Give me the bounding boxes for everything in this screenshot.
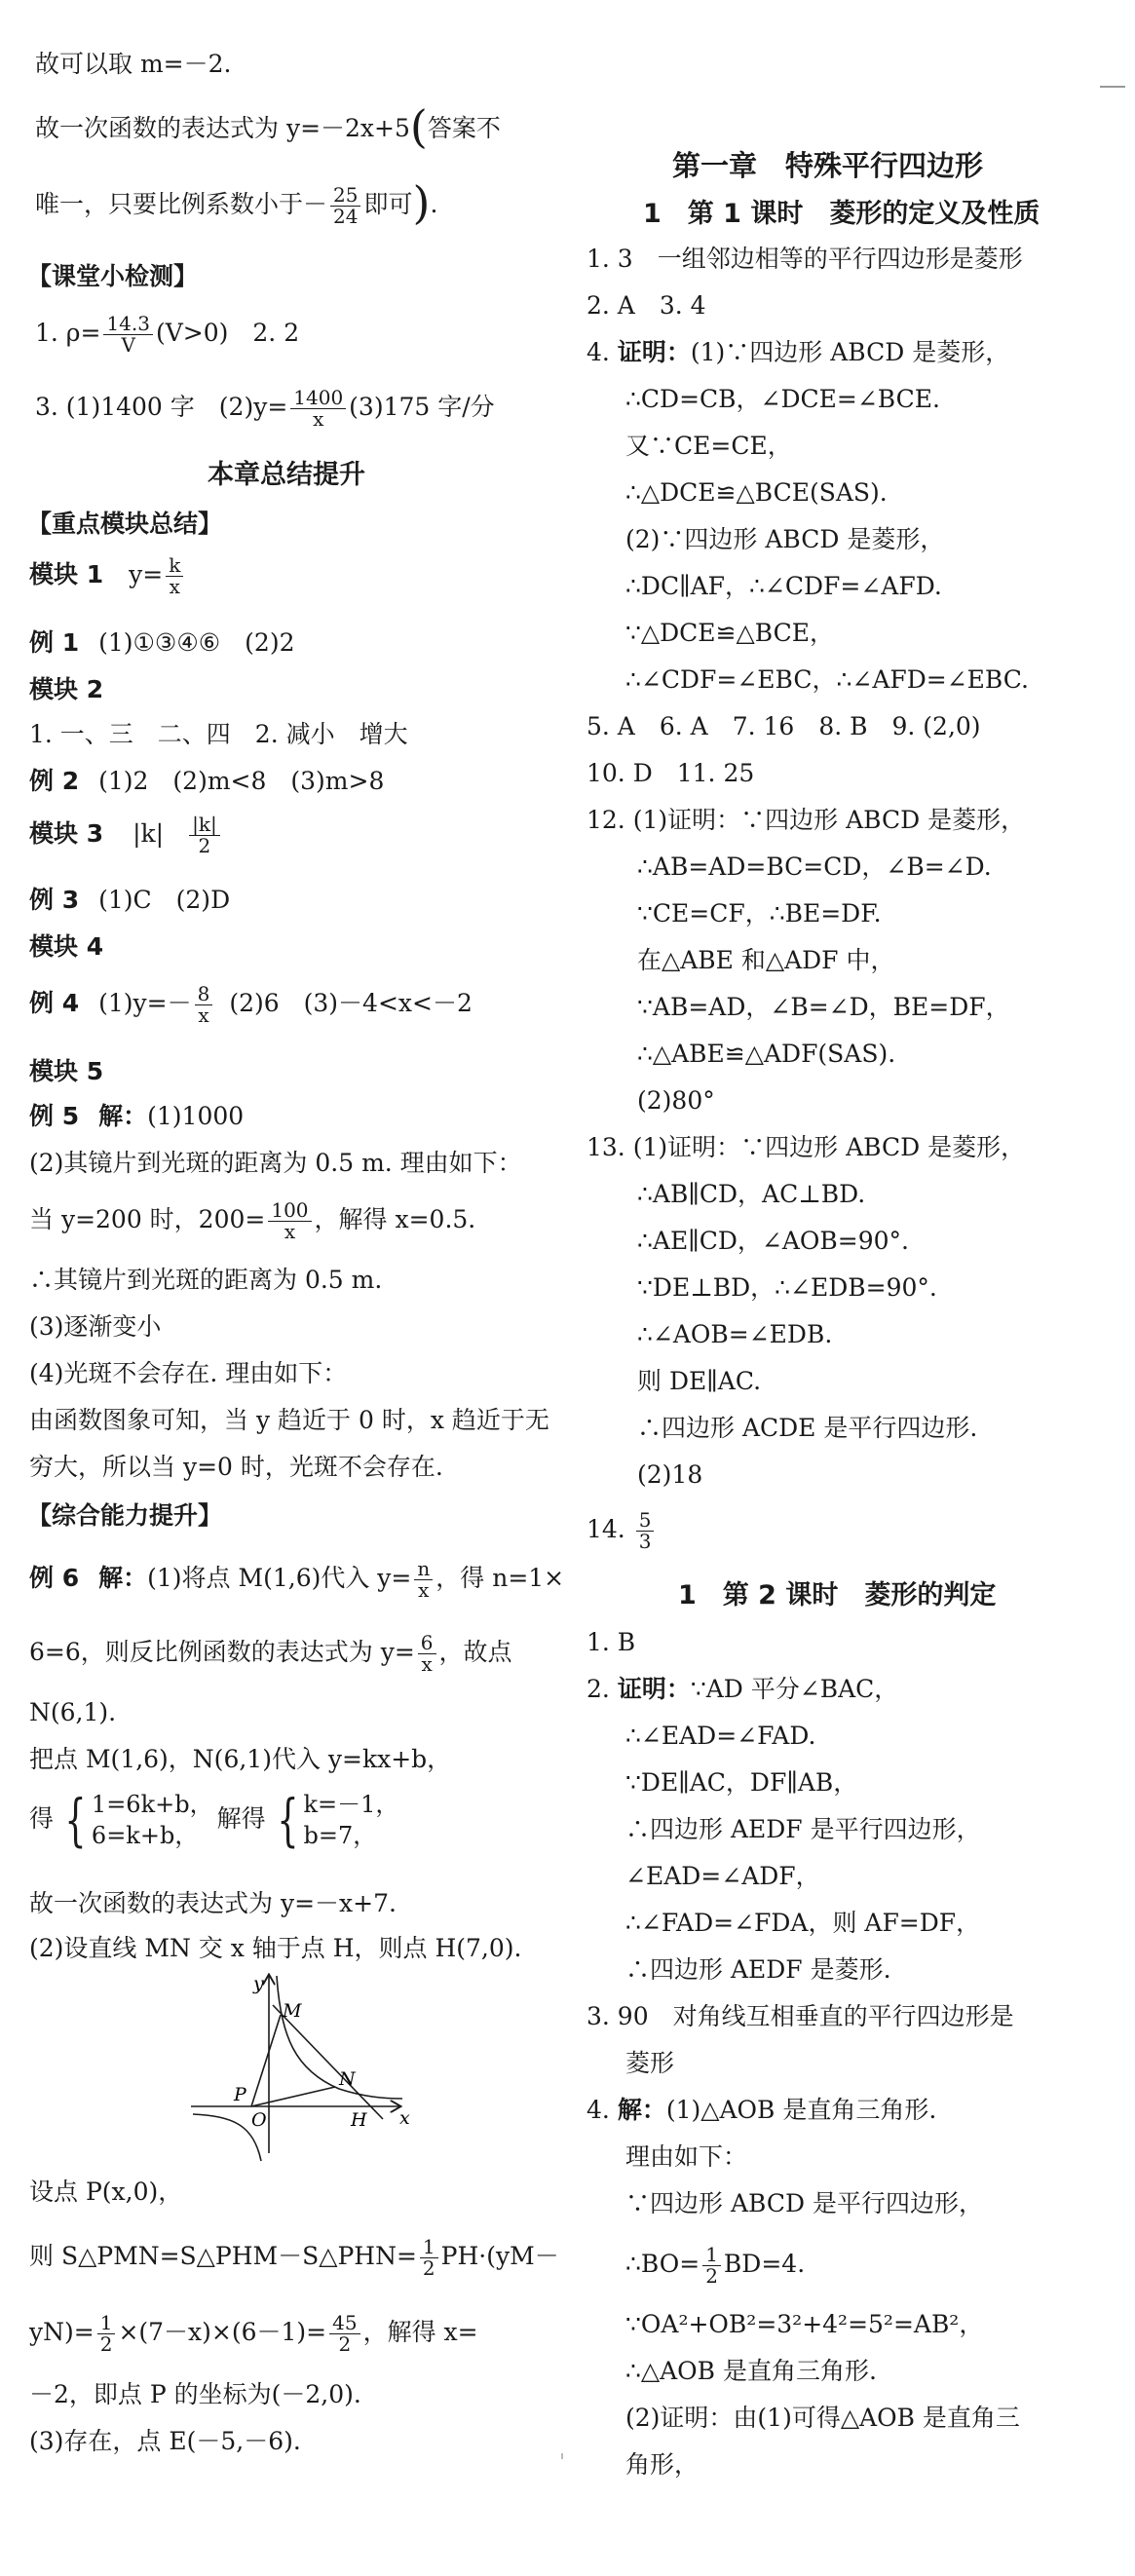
text-line: ∴△ABE≌△ADF(SAS). (637, 1040, 896, 1068)
text-line: ∴∠AOB=∠EDB. (637, 1320, 833, 1348)
fraction: $\frac{45}{2}$ (329, 2313, 359, 2355)
equation-system: { 1=6k+b， 6=k+b， (64, 1787, 213, 1854)
solution-system: { k=－1， b=7， (276, 1787, 399, 1854)
text-line: 由函数图象可知，当 y 趋近于 0 时，x 趋近于无 (29, 1406, 549, 1434)
text-line: (3)逐渐变小 (29, 1312, 162, 1341)
text-line: ∵DE⊥BD，∴∠EDB=90°. (637, 1273, 937, 1302)
label-n: N (339, 2068, 356, 2090)
page-mark (561, 2453, 563, 2459)
text-line: ∴BO= $\frac{1}{2}$ BD=4. (625, 2243, 806, 2288)
text-line: 1. 3 一组邻边相等的平行四边形是菱形 (586, 245, 1023, 273)
text-line: ∠EAD=∠ADF， (625, 1862, 820, 1890)
corner-mark (1100, 86, 1125, 88)
fraction: $\frac{n}{x}$ (414, 1559, 433, 1601)
text-line: 菱形 (625, 2049, 675, 2077)
segment-pm (251, 2015, 281, 2106)
text-line: 角形， (625, 2450, 700, 2479)
label-y: y (253, 1973, 264, 1994)
text-line: ∴∠FAD=∠FDA，则 AF=DF， (625, 1909, 981, 1937)
text-line: (2)证明：由(1)可得△AOB 是直角三 (625, 2404, 1020, 2432)
text-line: ∴AB=AD=BC=CD，∠B=∠D. (637, 852, 992, 881)
text-line: 故一次函数的表达式为 y=－2x+5(答案不 (35, 100, 501, 153)
text-line: 唯一，只要比例系数小于－ $\frac{25}{24}$ 即可). (35, 176, 438, 229)
section-heading: 【综合能力提升】 (27, 1501, 223, 1530)
text-line: ∴四边形 ACDE 是平行四边形. (637, 1414, 978, 1442)
text-line: N(6,1). (29, 1698, 117, 1726)
text-line: 穷大，所以当 y=0 时，光斑不会存在. (29, 1453, 443, 1481)
text-line: 13. (1)证明：∵四边形 ABCD 是菱形， (586, 1133, 1026, 1161)
text-line: ∴∠CDF=∠EBC，∴∠AFD=∠EBC. (625, 665, 1029, 694)
fraction: $\frac{1400}{x}$ (290, 388, 346, 430)
lesson-title: 1 第 1 课时 菱形的定义及性质 (643, 199, 1040, 229)
chapter-title: 第一章 特殊平行四边形 (672, 149, 984, 182)
text-line: 1. 一、三 二、四 2. 减小 增大 (29, 720, 408, 748)
text-line: 则 DE∥AC. (637, 1367, 762, 1395)
text-line: 2. A 3. 4 (586, 291, 706, 320)
text-line: ∴DC∥AF，∴∠CDF=∠AFD. (625, 572, 942, 600)
text-line: 例 3 (1)C (2)D (29, 886, 231, 914)
text-line: 设点 P(x,0)， (29, 2178, 183, 2206)
fraction: $\frac{8}{x}$ (195, 984, 213, 1026)
module-heading: 模块 2 (29, 675, 104, 703)
text-line: 6=6，则反比例函数的表达式为 y= $\frac{6}{x}$ ，故点 (29, 1631, 512, 1676)
text-line: (4)光斑不会存在. 理由如下： (29, 1359, 348, 1387)
text-line: ∴AE∥CD，∠AOB=90°. (637, 1227, 910, 1255)
fraction: $\frac{6}{x}$ (418, 1633, 436, 1675)
fraction: $\frac{14.3}{V}$ (103, 314, 153, 356)
label-m: M (283, 2000, 302, 2022)
text-line: (2)其镜片到光斑的距离为 0.5 m. 理由如下： (29, 1149, 522, 1177)
text-line: ∵OA²+OB²=3²+4²=5²=AB²， (625, 2310, 984, 2338)
text-line: 3. (1)1400 字 (2)y= $\frac{1400}{x}$ (3)175 字/分 (35, 386, 495, 431)
text-line: 1. ρ= $\frac{14.3}{V}$ (V>0) 2. 2 (35, 312, 300, 357)
text-line: (2)∵四边形 ABCD 是菱形， (625, 525, 945, 553)
text-line: 2. 证明：∵AD 平分∠BAC， (586, 1675, 899, 1703)
function-graph (183, 1968, 422, 2163)
text-line: ∴CD=CB，∠DCE=∠BCE. (625, 385, 940, 413)
text-line: (2)80° (637, 1086, 715, 1115)
text-line: ∴四边形 AEDF 是菱形. (625, 1955, 891, 1984)
text-line: 3. 90 对角线互相垂直的平行四边形是 (586, 2002, 1014, 2030)
label-o: O (251, 2109, 267, 2131)
fraction: $\frac{1}{2}$ (702, 2245, 721, 2287)
fraction: $\frac{k}{x}$ (166, 555, 183, 597)
text-line: 在△ABE 和△ADF 中， (637, 946, 895, 974)
text-line: ∵△DCE≌△BCE， (625, 619, 834, 647)
fraction: $\frac{1}{2}$ (420, 2237, 438, 2279)
text-line: 故一次函数的表达式为 y=－x+7. (29, 1889, 397, 1917)
section-heading: 【重点模块总结】 (27, 510, 223, 538)
text-line: 故可以取 m=－2. (35, 50, 232, 78)
fraction: $\frac{100}{x}$ (268, 1200, 311, 1242)
text-line: yN)= $\frac{1}{2}$ ×(7－x)×(6－1)= $\frac{45}{2}$ ，解得 x= (29, 2311, 478, 2356)
module-heading: 模块 5 (29, 1057, 104, 1085)
text-line: 模块 3 |k| $\frac{|k|}{2}$ (29, 814, 223, 856)
text-line: ∵DE∥AC，DF∥AB， (625, 1768, 858, 1797)
text-line: ∵AB=AD，∠B=∠D，BE=DF， (637, 993, 1010, 1021)
text-line: 5. A 6. A 7. 16 8. B 9. (2,0) (586, 712, 981, 740)
text-line: ∴△AOB 是直角三角形. (625, 2357, 877, 2385)
text-line: (3)存在，点 E(－5,－6). (29, 2427, 301, 2455)
text-line: 4. 证明：(1)∵四边形 ABCD 是菱形， (586, 338, 1010, 366)
segment-pn (251, 2087, 335, 2106)
text-line: 14. $\frac{5}{3}$ (586, 1510, 657, 1552)
text-line: ∵CE=CF，∴BE=DF. (637, 899, 882, 928)
fraction: $\frac{25}{24}$ (330, 185, 360, 227)
label-p: P (234, 2084, 246, 2105)
text-line: 例 5 解：(1)1000 (29, 1102, 245, 1130)
text-line: ∴△DCE≌△BCE(SAS). (625, 478, 888, 507)
fraction: $\frac{|k|}{2}$ (189, 814, 220, 856)
text-line: 例 1 (1)①③④⑥ (2)2 (29, 628, 295, 657)
text-line: ∴四边形 AEDF 是平行四边形， (625, 1815, 981, 1843)
label-x: x (399, 2107, 410, 2129)
text-line: ∵四边形 ABCD 是平行四边形， (625, 2189, 983, 2217)
text-line: －2，即点 P 的坐标为(－2,0). (29, 2380, 361, 2408)
lesson-title: 1 第 2 课时 菱形的判定 (678, 1580, 997, 1610)
text-line: 得 { 1=6k+b， 6=k+b， 解得 { k=－1， b=7， (29, 1787, 399, 1854)
text-line: ∴其镜片到光斑的距离为 0.5 m. (29, 1266, 383, 1294)
text-line: 把点 M(1,6)，N(6,1)代入 y=kx+b， (29, 1745, 452, 1773)
text-line: ∴AB∥CD，AC⊥BD. (637, 1180, 866, 1208)
text-line: 理由如下： (625, 2142, 748, 2171)
text-line: 例 4 (1)y=－ $\frac{8}{x}$ (2)6 (3)－4<x<－2 (29, 982, 473, 1027)
text-line: 1. B (586, 1628, 636, 1656)
text-line: 则 S△PMN=S△PHM－S△PHN= $\frac{1}{2}$ PH·(yM－ (29, 2235, 559, 2280)
text-line: (2)设直线 MN 交 x 轴于点 H，则点 H(7,0). (29, 1934, 522, 1962)
fraction: $\frac{1}{2}$ (97, 2313, 116, 2355)
text-line: 10. D 11. 25 (586, 759, 755, 787)
text-line: 当 y=200 时，200= $\frac{100}{x}$ ，解得 x=0.5. (29, 1198, 476, 1243)
text-line: 又∵CE=CE， (625, 432, 792, 460)
line-mn (273, 2005, 383, 2119)
text-line: 模块 1 y= $\frac{k}{x}$ (29, 555, 186, 597)
module-heading: 模块 4 (29, 932, 104, 961)
text-line: 4. 解：(1)△AOB 是直角三角形. (586, 2096, 937, 2124)
text-line: 12. (1)证明：∵四边形 ABCD 是菱形， (586, 806, 1026, 834)
section-heading: 【课堂小检测】 (27, 262, 199, 290)
chapter-summary-title: 本章总结提升 (208, 460, 365, 490)
text-line: ∴∠EAD=∠FAD. (625, 1722, 816, 1750)
label-h: H (351, 2109, 367, 2131)
text-line: 例 2 (1)2 (2)m<8 (3)m>8 (29, 767, 385, 795)
fraction: $\frac{5}{3}$ (636, 1510, 655, 1552)
text-line: (2)18 (637, 1460, 703, 1489)
text-line: 例 6 解：(1)将点 M(1,6)代入 y= $\frac{n}{x}$ ，得 n=1× (29, 1557, 565, 1602)
